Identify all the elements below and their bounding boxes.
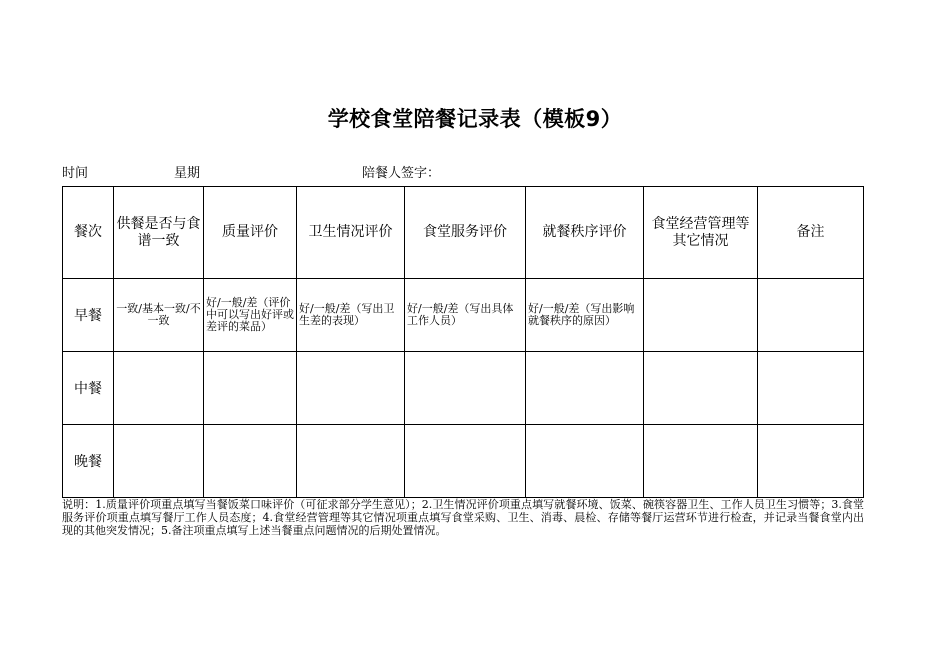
header-cell: 就餐秩序评价	[526, 187, 644, 279]
table-cell[interactable]	[758, 425, 864, 498]
table-row	[63, 352, 864, 425]
instructions-note: 说明：1.质量评价项重点填写当餐饭菜口味评价（可征求部分学生意见）；2.卫生情况评价项重点填写就餐环境、饭菜、碗筷容器卫生、工作人员卫生习惯等；3.食堂服务评价项重点填写餐厅工作人员态度；4.食堂经营管理等其它情况项重点填写食堂采购、卫生、消毒、晨检、存储等餐厅运营环节进行检查，并记录当餐食堂内出现的其他突发情况；5.备注项重点填写上述当餐重点问题情况的后期处置情况。	[62, 498, 864, 537]
header-cell: 食堂经营管理等其它情况	[644, 187, 758, 279]
table-cell[interactable]	[758, 352, 864, 425]
signature-label: 陪餐人签字：	[362, 166, 441, 181]
table-cell[interactable]	[644, 425, 758, 498]
table-cell[interactable]	[114, 352, 204, 425]
page-title: 学校食堂陪餐记录表（模板9）	[327, 107, 623, 131]
weekday-label: 星期	[174, 166, 201, 181]
time-label: 时间	[62, 166, 89, 181]
table-cell[interactable]	[297, 425, 405, 498]
table-cell[interactable]	[204, 425, 297, 498]
meal-label-lunch: 中餐	[63, 352, 114, 425]
table-cell[interactable]	[405, 425, 526, 498]
header-cell: 供餐是否与食谱一致	[114, 187, 204, 279]
header-cell: 卫生情况评价	[297, 187, 405, 279]
table-cell[interactable]: 好/一般/差（写出具体工作人员）	[405, 279, 526, 352]
table-cell[interactable]	[114, 425, 204, 498]
meal-label-breakfast: 早餐	[63, 279, 114, 352]
table-cell[interactable]	[297, 352, 405, 425]
header-cell: 质量评价	[204, 187, 297, 279]
table-row	[63, 279, 864, 352]
table-cell[interactable]	[204, 352, 297, 425]
table-cell[interactable]: 好/一般/差（写出卫生差的表现）	[297, 279, 405, 352]
table-cell[interactable]	[526, 425, 644, 498]
table-row	[63, 425, 864, 498]
header-cell: 备注	[758, 187, 864, 279]
header-row	[63, 187, 864, 279]
table-cell[interactable]	[644, 352, 758, 425]
table-cell[interactable]	[644, 279, 758, 352]
table-cell[interactable]: 好/一般/差（写出影响就餐秩序的原因）	[526, 279, 644, 352]
table-cell[interactable]	[405, 352, 526, 425]
table-cell[interactable]: 好/一般/差（评价中可以写出好评或差评的菜品）	[204, 279, 297, 352]
table-cell[interactable]: 一致/基本一致/不一致	[114, 279, 204, 352]
header-cell: 食堂服务评价	[405, 187, 526, 279]
table-cell[interactable]	[526, 352, 644, 425]
table-cell[interactable]	[758, 279, 864, 352]
header-cell: 餐次	[63, 187, 114, 279]
meal-label-dinner: 晚餐	[63, 425, 114, 498]
record-table	[62, 186, 864, 498]
